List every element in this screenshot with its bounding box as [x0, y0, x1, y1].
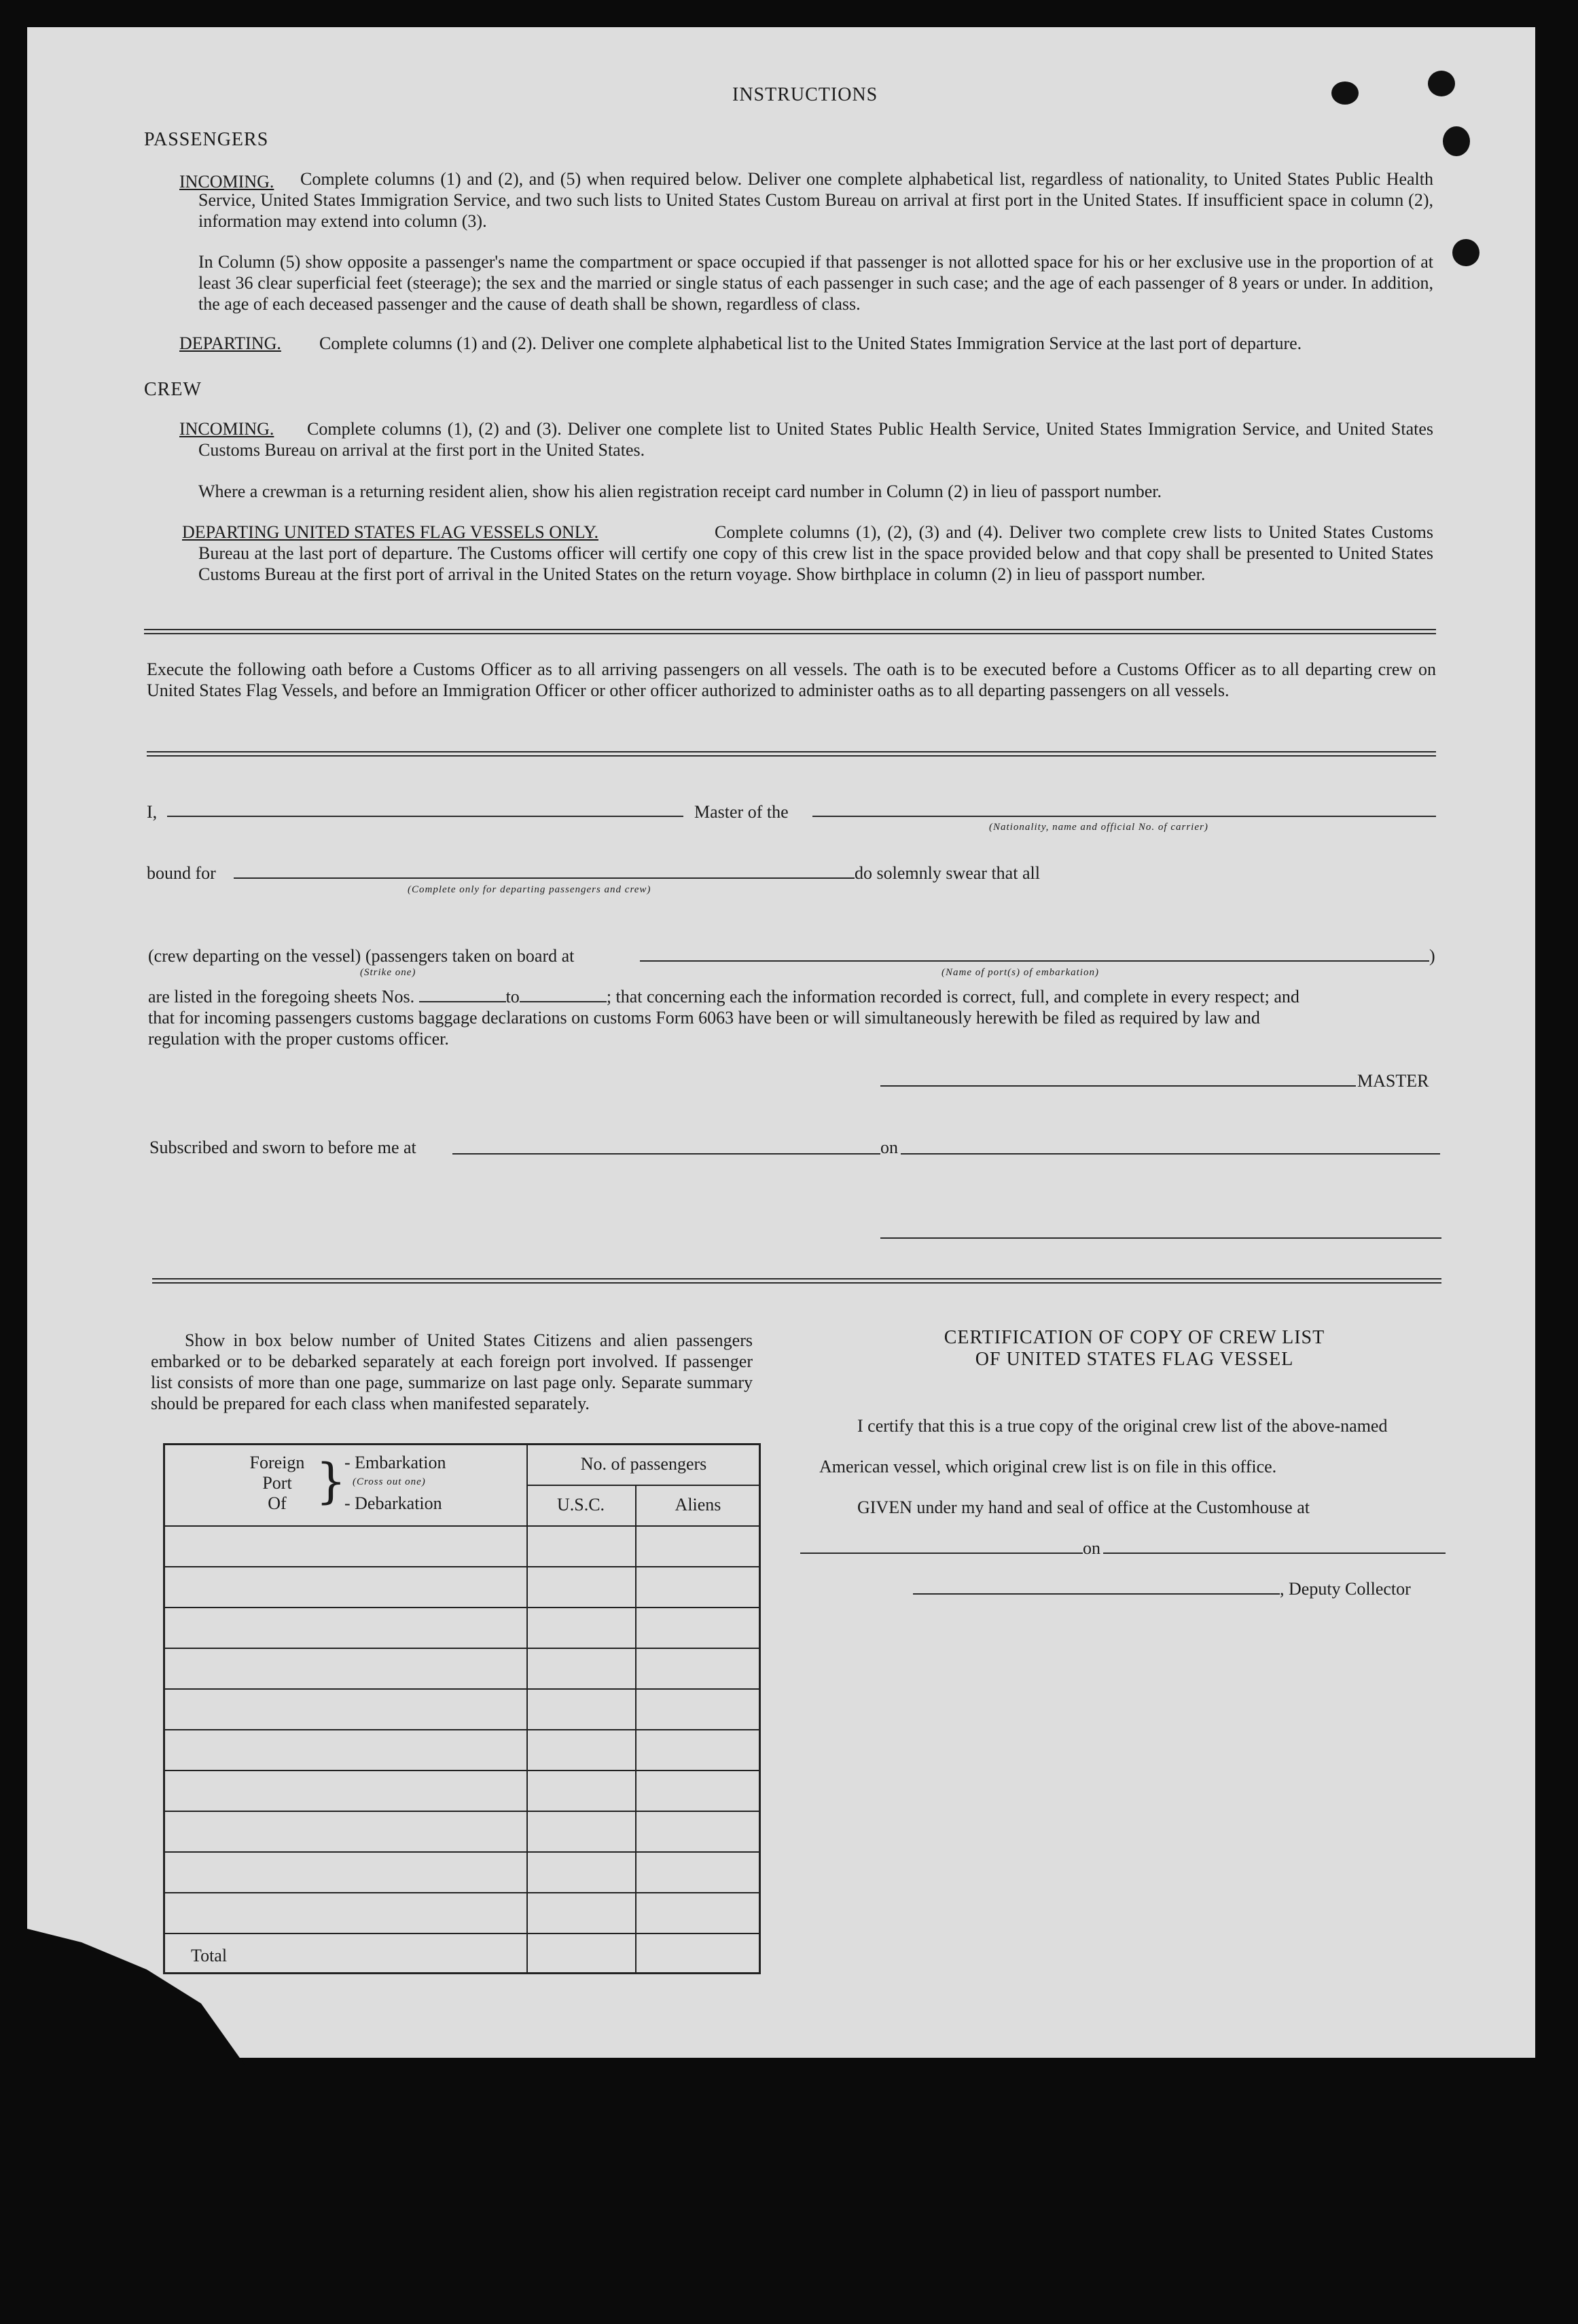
certification-date-field[interactable]	[1103, 1553, 1446, 1554]
total-label: Total	[191, 1946, 228, 1965]
table-divider	[165, 1892, 759, 1893]
passengers-incoming-body: Complete columns (1) and (2), and (5) when required below. Deliver one complete alphabetical list, regardless of nationality, to United States Public Health Service, United States Immigration Service, and two such lists to United States Custom Bureau on arrival at first port in the United States. If insufficient space in column (2), information may extend into column (3).	[198, 169, 1433, 231]
subscribed-label: Subscribed and sworn to before me at	[149, 1138, 416, 1157]
passenger-summary-table	[163, 1443, 761, 1974]
oath-i-label: I,	[147, 802, 158, 822]
embarkation-port-field[interactable]	[640, 960, 1429, 962]
listed-line2: that for incoming passengers customs baggage declarations on customs Form 6063 have been or will simultaneously herewith be filed as required by law and	[148, 1008, 1260, 1028]
listed-to: to	[505, 987, 520, 1006]
certification-on-label: on	[1083, 1538, 1100, 1558]
table-divider	[165, 1851, 759, 1853]
listed-sheets-text	[148, 986, 1299, 1007]
divider	[152, 1278, 1441, 1284]
carrier-field[interactable]	[812, 816, 1436, 817]
crew-departing-body: Complete columns (1), (2), (3) and (4). Deliver two complete crew lists to United States Customs Bureau at the last port of departure. The Customs officer will certify one copy of this crew list in the space provided below and that copy shall be presented to United States Customs Bureau at the first port of arrival in the United States on the return voyage. Show birthplace in column (2) in lieu of passport number.	[198, 522, 1433, 584]
header-cross-out: (Cross out one)	[353, 1476, 426, 1487]
crew-incoming-text	[198, 418, 1433, 460]
port-hint: (Name of port(s) of embarkation)	[942, 967, 1099, 978]
passengers-departing-label: DEPARTING.	[179, 333, 281, 353]
bound-hint: (Complete only for departing passengers and crew)	[408, 884, 651, 895]
table-divider	[165, 1566, 759, 1567]
divider	[144, 629, 1436, 634]
certify-line1: I certify that this is a true copy of the original crew list of the above-named	[857, 1416, 1388, 1436]
table-divider	[635, 1485, 636, 1972]
sheets-to-field[interactable]	[520, 986, 607, 1002]
instructions-title: INSTRUCTIONS	[732, 84, 878, 105]
punch-hole	[1331, 81, 1359, 105]
table-divider	[165, 1811, 759, 1812]
bound-for-field[interactable]	[234, 877, 855, 879]
passengers-departing-text: Complete columns (1) and (2). Deliver one complete alphabetical list to the United States Immigration Service at the last port of departure.	[319, 333, 1302, 353]
crew-incoming-label: INCOMING.	[179, 419, 274, 439]
listed-line3: regulation with the proper customs officer.	[148, 1029, 449, 1049]
crew-resident-text: Where a crewman is a returning resident alien, show his alien registration receipt card number in Column (2) in lieu of passport number.	[198, 482, 1162, 501]
header-aliens: Aliens	[675, 1495, 721, 1514]
oath-intro: Execute the following oath before a Customs Officer as to all arriving passengers on all vessels. The oath is to be executed before a Customs Officer as to all departing crew on United States Flag Vessels, and before an Immigration Officer or other officer authorized to administer oaths as to all departing passengers on all vessels.	[147, 659, 1436, 700]
crew-departing-label: DEPARTING UNITED STATES FLAG VESSELS ONLY.	[182, 522, 598, 542]
header-debarkation: - Debarkation	[344, 1493, 442, 1513]
header-of: Of	[268, 1493, 287, 1513]
sheets-from-field[interactable]	[419, 986, 506, 1002]
swear-text: do solemnly swear that all	[855, 863, 1040, 883]
master-label: MASTER	[1357, 1071, 1429, 1091]
divider	[147, 751, 1436, 757]
punch-hole	[1452, 239, 1480, 266]
name-field[interactable]	[167, 816, 683, 817]
table-divider	[165, 1607, 759, 1608]
crew-departing-text	[198, 522, 1433, 585]
strike-one-hint: (Strike one)	[360, 967, 416, 978]
passengers-column5-text: In Column (5) show opposite a passenger's name the compartment or space occupied if that passenger is not allotted space for his or her exclusive use in the proportion of at least 36 clear superficial feet (steerage); the sex and the married or single status of each passenger in such case; and the age of each passenger of 8 years or under. In addition, the age of each deceased passenger and the cause of death shall be shown, regardless of class.	[198, 252, 1433, 314]
table-divider	[165, 1525, 759, 1527]
master-signature-field[interactable]	[880, 1085, 1356, 1087]
header-port: Port	[262, 1473, 292, 1493]
certification-title-1: CERTIFICATION OF COPY OF CREW LIST	[944, 1327, 1325, 1348]
deputy-collector-label: , Deputy Collector	[1280, 1579, 1411, 1599]
punch-hole	[1443, 126, 1470, 156]
deputy-signature-field[interactable]	[913, 1593, 1280, 1595]
table-divider	[165, 1933, 759, 1934]
sworn-on-label: on	[880, 1138, 898, 1157]
bound-for-label: bound for	[147, 863, 216, 883]
header-foreign: Foreign	[249, 1453, 305, 1472]
brace-icon: }	[316, 1453, 346, 1509]
crew-heading: CREW	[144, 379, 202, 400]
punch-hole	[1428, 71, 1455, 96]
table-divider	[526, 1485, 759, 1486]
crew-incoming-body: Complete columns (1), (2) and (3). Deliver one complete list to United States Public Health Service, United States Immigration Service, and United States Customs Bureau on arrival at the first port in the United States.	[198, 419, 1433, 460]
certify-line2: American vessel, which original crew list is on file in this office.	[819, 1457, 1277, 1476]
passengers-heading: PASSENGERS	[144, 129, 269, 150]
table-divider	[165, 1729, 759, 1730]
header-embarkation: - Embarkation	[344, 1453, 446, 1472]
certification-title-2: OF UNITED STATES FLAG VESSEL	[975, 1349, 1294, 1370]
passengers-incoming-label: INCOMING.	[179, 172, 274, 192]
close-paren: )	[1429, 946, 1435, 966]
master-of-the-label: Master of the	[694, 802, 789, 822]
summary-instructions: Show in box below number of United States Citizens and alien passengers embarked or to be debarked separately at each foreign port involved. If passenger list consists of more than one page, summarize on last page only. Separate summary should be prepared for each class when manifested separately.	[151, 1330, 753, 1413]
listed-rest: ; that concerning each the information recorded is correct, full, and complete in every respect; and	[606, 987, 1299, 1006]
table-divider	[165, 1688, 759, 1690]
customhouse-field[interactable]	[800, 1553, 1083, 1554]
sworn-date-field[interactable]	[901, 1153, 1440, 1155]
header-no-passengers: No. of passengers	[580, 1454, 707, 1474]
listed-prefix: are listed in the foregoing sheets Nos.	[148, 987, 415, 1006]
crew-departing-text-oath: (crew departing on the vessel) (passengers taken on board at	[148, 946, 575, 966]
table-divider	[165, 1648, 759, 1649]
nationality-hint: (Nationality, name and official No. of carrier)	[989, 822, 1208, 833]
passengers-incoming-text	[198, 168, 1433, 232]
officer-signature-field[interactable]	[880, 1237, 1441, 1239]
given-line: GIVEN under my hand and seal of office at the Customhouse at	[857, 1497, 1310, 1517]
header-usc: U.S.C.	[556, 1495, 605, 1514]
sworn-place-field[interactable]	[452, 1153, 880, 1155]
table-divider	[165, 1770, 759, 1771]
